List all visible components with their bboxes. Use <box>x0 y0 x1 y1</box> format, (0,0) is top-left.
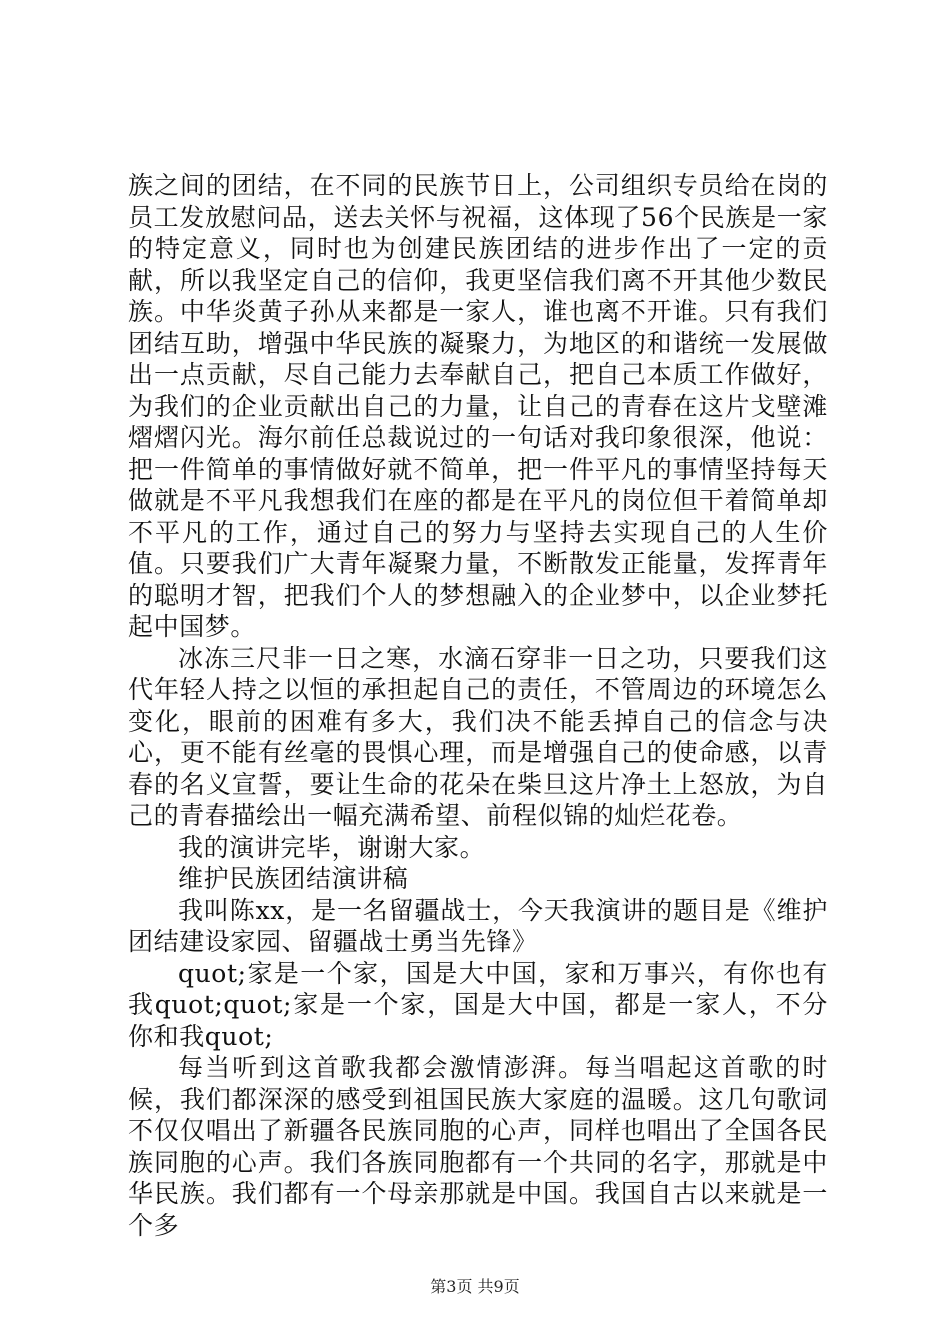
section-title: 维护民族团结演讲稿 <box>178 864 409 893</box>
page-footer <box>0 1277 950 1297</box>
paragraph-6: quot;家是一个家，国是大中国，家和万事兴，有你也有我quot;quot;家是一个家，国是大中国，都是一家人，不分你和我quot; <box>128 958 828 1051</box>
paragraph-2: 冰冻三尺非一日之寒，水滴石穿非一日之功，只要我们这代年轻人持之以恒的承担起自己的责任，不管周边的环境怎么变化，眼前的困难有多大，我们决不能丢掉自己的信念与决心，更不能有丝毫的畏惧心理，而是增强自己的使命感，以青春的名义宣誓，要让生命的花朵在柴旦这片净土上怒放，为自己的青春描绘出一幅充满希望、前程似锦的灿烂花卷。 <box>128 643 828 830</box>
body-text <box>128 170 828 1241</box>
paragraph-1: 族之间的团结，在不同的民族节日上，公司组织专员给在岗的员工发放慰问品，送去关怀与祝福，这体现了56个民族是一家的特定意义，同时也为创建民族团结的进步作出了一定的贡献，所以我坚定自己的信仰，我更坚信我们离不开其他少数民族。中华炎黄子孙从来都是一家人，谁也离不开谁。只有我们团结互助，增强中华民族的凝聚力，为地区的和谐统一发展做出一点贡献，尽自己能力去奉献自己，把自己本质工作做好，为我们的企业贡献出自己的力量，让自己的青春在这片戈壁滩熠熠闪光。海尔前任总裁说过的一句话对我印象很深，他说：把一件简单的事情做好就不简单，把一件平凡的事情坚持每天做就是不平凡我想我们在座的都是在平凡的岗位但干着简单却不平凡的工作，通过自己的努力与坚持去实现自己的人生价值。只要我们广大青年凝聚力量，不断散发正能量，发挥青年的聪明才智，把我们个人的梦想融入的企业梦中，以企业梦托起中国梦。 <box>128 171 828 641</box>
page-number: 第3页 共9页 <box>430 1277 520 1296</box>
paragraph-3: 我的演讲完毕，谢谢大家。 <box>178 832 486 862</box>
paragraph-7: 每当听到这首歌我都会激情澎湃。每当唱起这首歌的时候，我们都深深的感受到祖国民族大家庭的温暖。这几句歌词不仅仅唱出了新疆各民族同胞的心声，同样也唱出了全国各民族同胞的心声。我们各族同胞都有一个共同的名字，那就是中华民族。我们都有一个母亲那就是中国。我国自古以来就是一个多 <box>128 1053 828 1240</box>
paragraph-5: 我叫陈xx，是一名留疆战士，今天我演讲的题目是《维护团结建设家园、留疆战士勇当先锋》 <box>128 895 828 956</box>
